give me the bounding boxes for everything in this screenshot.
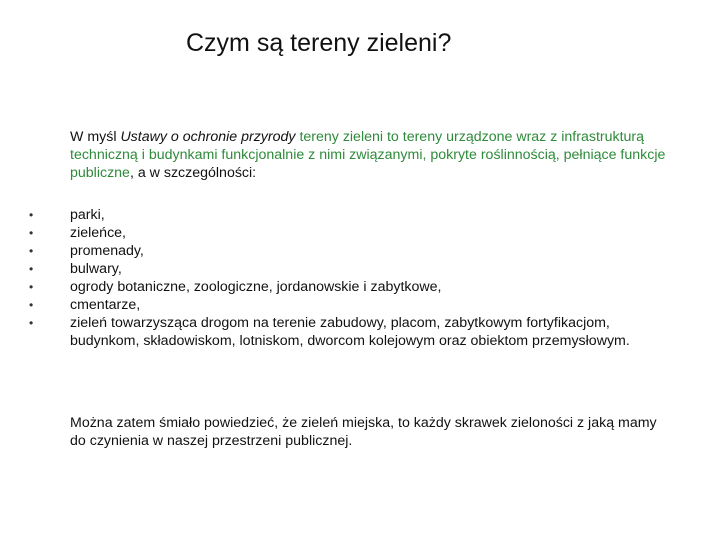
list-item-text: promenady, — [70, 243, 144, 259]
list-item — [26, 314, 666, 350]
list-item-text: zieleń towarzysząca drogom na terenie zabudowy, placom, zabytkowym fortyfikacjom, budynkom, składowiskom, lotniskom, dworcom kolejowym oraz obiektom przemysłowym. — [70, 315, 630, 349]
list-item — [26, 224, 666, 242]
bullet-icon: • — [29, 280, 34, 294]
list-item-text: parki, — [70, 207, 105, 223]
act-title: Ustawy o ochronie przyrody — [120, 129, 296, 145]
list-item — [26, 296, 666, 314]
definition-text: tereny zieleni to tereny urządzone wraz z infrastrukturą techniczną i budynkami funkcjonalnie z nimi związanymi, pokryte roślinnością, pełniące funkcje publiczne — [70, 129, 666, 181]
bullet-icon: • — [29, 298, 34, 312]
list-item-text: ogrody botaniczne, zoologiczne, jordanowskie i zabytkowe, — [70, 279, 442, 295]
intro-suffix: , a w szczególności: — [129, 165, 257, 181]
list-item — [26, 206, 666, 224]
list-item-text: zieleńce, — [70, 225, 126, 241]
bullet-icon: • — [29, 316, 34, 330]
list-item-text: bulwary, — [70, 261, 122, 277]
list-item — [26, 260, 666, 278]
green-areas-list — [26, 206, 666, 350]
intro-prefix: W myśl — [70, 129, 121, 145]
slide-title: Czym są tereny zieleni? — [186, 29, 452, 57]
bullet-icon: • — [29, 226, 34, 240]
list-item — [26, 242, 666, 260]
conclusion-paragraph: Można zatem śmiało powiedzieć, że zieleń miejska, to każdy skrawek zieloności z jaką mamy do czynienia w naszej przestrzeni publicznej. — [70, 415, 657, 449]
bullet-icon: • — [29, 208, 34, 222]
intro-paragraph — [70, 128, 670, 182]
bullet-icon: • — [29, 244, 34, 258]
bullet-icon: • — [29, 262, 34, 276]
list-item — [26, 278, 666, 296]
list-item-text: cmentarze, — [70, 297, 141, 313]
